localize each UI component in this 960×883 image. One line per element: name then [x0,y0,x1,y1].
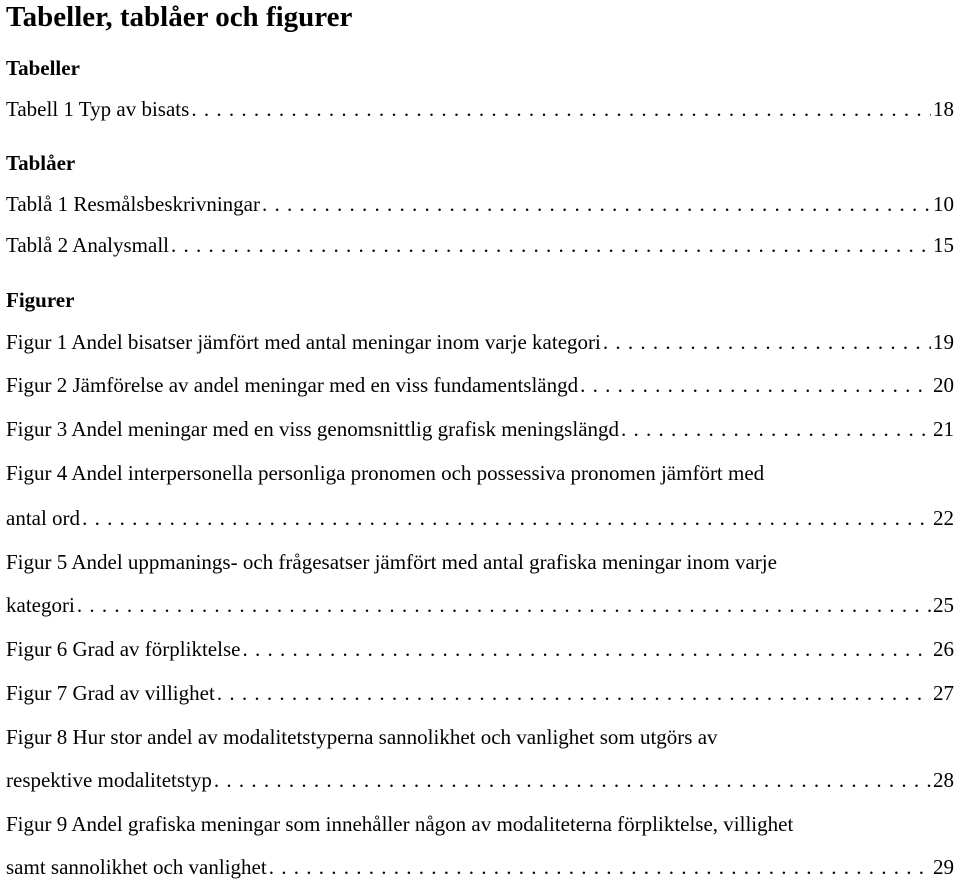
section-heading-tablaer: Tablåer [6,151,76,175]
toc-entry-tabla-1[interactable] [6,191,954,217]
dot-leader [171,232,931,258]
toc-entry-figur-4[interactable] [6,505,954,531]
toc-entry-label: Figur 6 Grad av förpliktelse [6,637,241,661]
dot-leader [191,96,931,122]
dot-leader [214,767,931,793]
toc-entry-page: 20 [933,373,954,397]
toc-entry-page: 26 [933,637,954,661]
toc-entry-page: 28 [933,768,954,792]
toc-entry-label: Tablå 1 Resmålsbeskrivningar [6,192,260,216]
toc-entry-figur-8[interactable] [6,767,954,793]
dot-leader [217,680,931,706]
toc-entry-label: antal ord [6,506,81,530]
toc-entry-figur-5-line-1[interactable]: Figur 5 Andel uppmanings- och frågesatser jämfört med antal grafiska meningar inom varje [6,550,777,574]
toc-entry-figur-4-line-1[interactable]: Figur 4 Andel interpersonella personliga pronomen och possessiva pronomen jämfört med [6,461,765,485]
toc-entry-figur-1[interactable] [6,329,954,355]
dot-leader [262,191,931,217]
toc-entry-label: Figur 1 Andel bisatser jämfört med antal meningar inom varje kategori [6,330,601,354]
toc-entry-figur-3[interactable] [6,416,954,442]
toc-entry-figur-9[interactable] [6,854,954,880]
section-heading-tabeller: Tabeller [6,56,80,80]
toc-entry-figur-5[interactable] [6,592,954,618]
toc-entry-figur-2[interactable] [6,372,954,398]
toc-entry-label: Figur 3 Andel meningar med en viss genomsnittlig grafisk meningslängd [6,417,620,441]
section-heading-figurer: Figurer [6,288,75,312]
toc-entry-page: 25 [933,593,954,617]
toc-entry-page: 27 [933,681,954,705]
page-title: Tabeller, tablåer och figurer [6,1,353,33]
toc-entry-page: 19 [933,330,954,354]
toc-entry-label: Figur 7 Grad av villighet [6,681,215,705]
toc-entry-label: respektive modalitetstyp [6,768,212,792]
toc-entry-page: 10 [933,192,954,216]
toc-entry-label: Tabell 1 Typ av bisats [6,97,190,121]
toc-entry-figur-7[interactable] [6,680,954,706]
toc-entry-page: 29 [933,855,954,879]
dot-leader [242,636,931,662]
dot-leader [77,592,931,618]
toc-entry-page: 15 [933,233,954,257]
dot-leader [269,854,931,880]
dot-leader [82,505,931,531]
toc-entry-figur-6[interactable] [6,636,954,662]
toc-entry-page: 21 [933,417,954,441]
toc-entry-figur-8-line-1[interactable]: Figur 8 Hur stor andel av modalitetstyperna sannolikhet och vanlighet som utgörs av [6,725,718,749]
toc-entry-tabell-1[interactable] [6,96,954,122]
toc-entry-label: Figur 2 Jämförelse av andel meningar med en viss fundamentslängd [6,373,579,397]
toc-entry-page: 18 [933,97,954,121]
toc-entry-page: 22 [933,506,954,530]
toc-entry-figur-9-line-1[interactable]: Figur 9 Andel grafiska meningar som innehåller någon av modaliteterna förpliktelse, villighet [6,812,794,836]
toc-entry-tabla-2[interactable] [6,232,954,258]
toc-entry-label: kategori [6,593,75,617]
toc-entry-label: Tablå 2 Analysmall [6,233,169,257]
toc-entry-label: samt sannolikhet och vanlighet [6,855,267,879]
dot-leader [621,416,931,442]
dot-leader [580,372,931,398]
dot-leader [603,329,931,355]
